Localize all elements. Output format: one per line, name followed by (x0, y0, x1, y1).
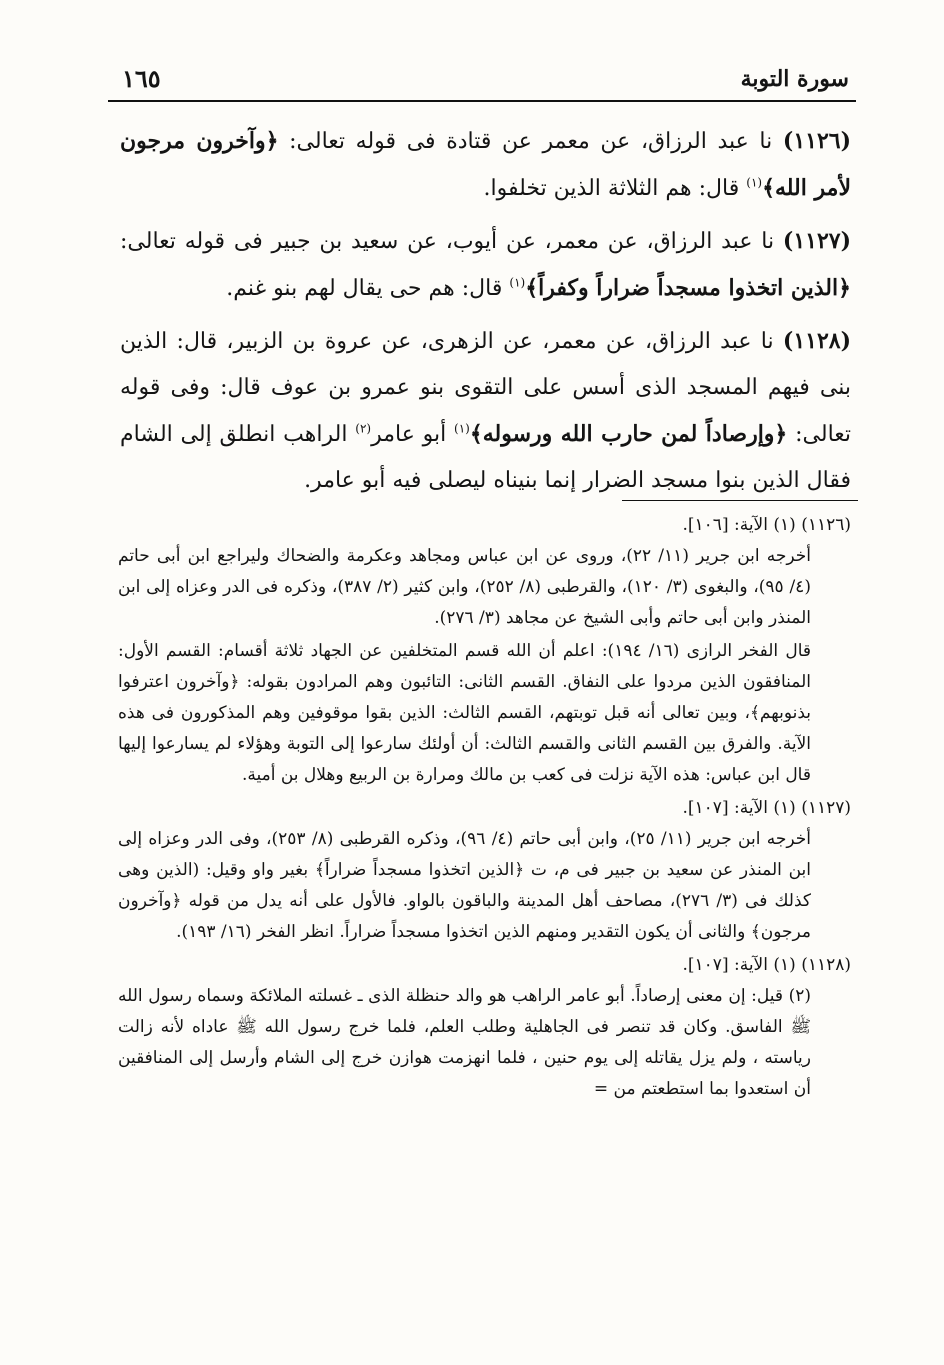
quran-verse: ﴿الذين اتخذوا مسجداً ضراراً وكفراً﴾ (525, 275, 851, 301)
footnote-ref-1127: (١١٢٧) (١) الآية: [١٠٧]. (682, 798, 851, 818)
surah-title: سورة التوبة (740, 66, 849, 92)
entry-text: قال: هم حى يقال لهم بنو غنم. (226, 276, 510, 301)
footnote-paragraph: أخرجه ابن جرير (١١/ ٢٥)، وابن أبى حاتم (٤/ ٩٦)، وذكره القرطبى (٨/ ٢٥٣)، وفى الدر وعزاه إلى ابن المنذر عن سعيد بن جبير فى م، ت ﴿الذين اتخذوا مسجداً ضراراً﴾ بغير واو وقيل: (الذين وهى كذلك فى (٣/ ٢٧٦)، مصاحف أهل المدينة والباقون بالواو. فالأول على أنه يدل من قوله ﴿وآخرون مرجون﴾ والثانى أن يكون التقدير ومنهم الذين اتخذوا مسجداً ضراراً. انظر الفخر (١٦/ ١٩٣). (118, 829, 811, 942)
quran-verse: ﴿وإرصاداً لمن حارب الله ورسوله﴾ (469, 421, 788, 447)
entry-text: الراهب انطلق إلى الشام فقال الذين بنوا مسجد الضرار إنما بنيناه ليصلى فيه أبو عامر. (120, 422, 851, 493)
entry-text: نا عبد الرزاق، عن معمر، عن الزهرى، عن عروة بن الزبير، قال: الذين بنى فيهم المسجد الذى أسس على التقوى بنو عمرو بن عوف قال: وفى قوله تعالى: (120, 329, 852, 447)
footnote-ref-1126: (١١٢٦) (١) الآية: [١٠٦]. (682, 515, 851, 535)
footnote-ref-1128: (١١٢٨) (١) الآية: [١٠٧]. (682, 955, 851, 975)
entry-number: (١١٢٦) (782, 128, 851, 154)
footnote-divider (622, 500, 858, 501)
footnote-paragraph: (٢) قيل: إن معنى إرصاداً. أبو عامر الراهب هو والد حنظلة الذى ـ غسلته الملائكة وسماه رسول الله ﷺ الفاسق. وكان قد تنصر فى الجاهلية وطلب العلم، فلما خرج رسول الله ﷺ عاداه لأنه زالت رياسته ، ولم يزل يقاتله إلى يوم حنين ، فلما انهزمت هوازن خرج إلى الشام وأرسل إلى المنافقين أن استعدوا بما استطعتم من = (118, 986, 811, 1099)
footnote-body-1128 (118, 981, 811, 1105)
footnote-marker: (٢) (355, 421, 372, 436)
footnote-paragraph: أخرجه ابن جرير (١١/ ٢٢)، وروى عن ابن عباس ومجاهد وعكرمة والضحاك وليراجع ابن أبى حاتم (٤/ ٩٥)، والبغوى (٣/ ١٢٠)، والقرطبى (٨/ ٢٥٢)، وابن كثير (٢/ ٣٨٧)، وذكره فى الدر وعزاه إلى ابن المنذر وابن أبى حاتم وأبى الشيخ عن مجاهد (٣/ ٢٧٦). (118, 546, 811, 628)
entry-number: (١١٢٧) (782, 228, 851, 254)
entry-text: أبو عامر (371, 422, 455, 447)
footnote-body-1127 (118, 824, 811, 948)
page-header (118, 62, 849, 98)
footnotes (118, 510, 851, 1107)
entry-1127 (120, 218, 851, 312)
footnote-paragraph: قال الفخر الرازى (١٦/ ١٩٤): اعلم أن الله قسم المتخلفين عن الجهاد ثلاثة أقسام: القسم الأول: المنافقون الذين مردوا على النفاق. القسم الثانى: التائبون وهم المرادون بقوله: ﴿وآخرون اعترفوا بذنوبهم﴾، وبين تعالى أنه قبل توبتهم، القسم الثالث: الذين بقوا موقوفين وهم المذكورون فى هذه الآية. والفرق بين القسم الثانى والقسم الثالث: أن أولئك سارعوا إلى التوبة وهؤلاء لم يسارعوا إليها قال ابن عباس: هذه الآية نزلت فى كعب بن مالك ومرارة بن الربيع وهلال بن أمية. (118, 641, 811, 785)
page-number: ١٦٥ (122, 64, 161, 93)
entry-number: (١١٢٨) (782, 328, 851, 354)
footnote-marker: (١) (746, 175, 763, 190)
entry-text: نا عبد الرزاق، عن معمر، عن أيوب، عن سعيد بن جبير فى قوله تعالى: (120, 229, 783, 254)
footnote-body-1126 (118, 541, 811, 791)
footnote-marker: (١) (454, 421, 470, 436)
entry-1128 (120, 318, 851, 504)
entry-text: قال: هم الثلاثة الذين تخلفوا. (483, 176, 747, 201)
entry-text: نا عبد الرزاق، عن معمر عن قتادة فى قوله تعالى: (278, 129, 783, 154)
main-text (120, 118, 851, 510)
quran-verse: ﴿وآخرون مرجون لأمر الله﴾ (120, 128, 851, 201)
header-divider (108, 100, 856, 102)
footnote-marker: (١) (509, 275, 526, 290)
entry-1126 (120, 118, 851, 212)
